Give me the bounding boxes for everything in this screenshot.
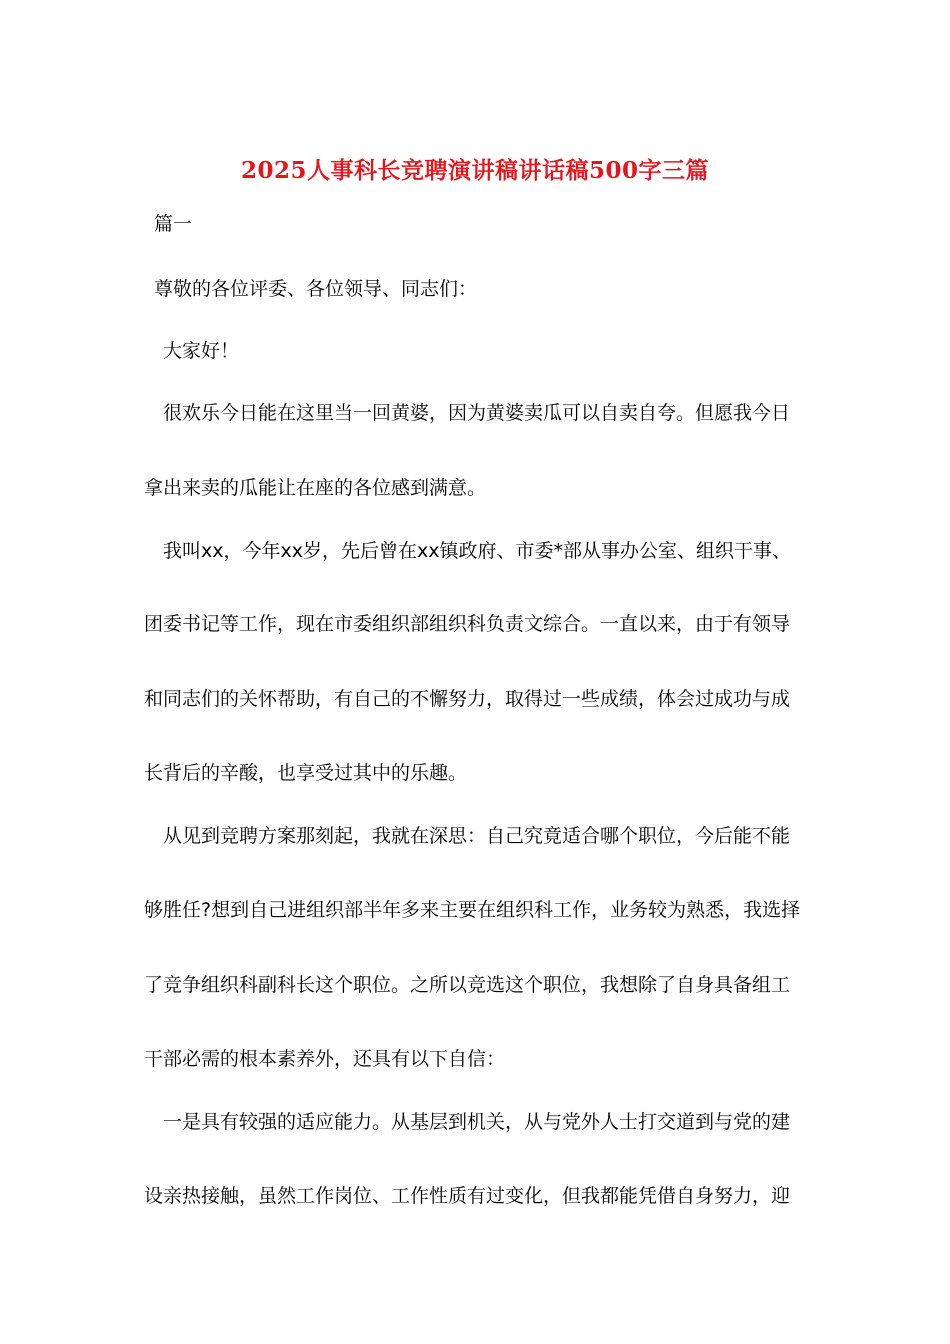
paragraph-line: 很欢乐今日能在这里当一回黄婆，因为黄婆卖瓜可以自卖自夸。但愿我今日 bbox=[163, 402, 791, 424]
paragraph-line: 我叫xx，今年xx岁，先后曾在xx镇政府、市委*部从事办公室、组织干事、 bbox=[163, 540, 791, 562]
paragraph-line: 和同志们的关怀帮助，有自己的不懈努力，取得过一些成绩，体会过成功与成 bbox=[144, 688, 791, 710]
paragraph-line: 设亲热接触，虽然工作岗位、工作性质有过变化，但我都能凭借自身努力，迎 bbox=[144, 1185, 791, 1207]
section-heading: 篇一 bbox=[154, 213, 193, 235]
paragraph-line: 干部必需的根本素养外，还具有以下自信： bbox=[144, 1048, 506, 1070]
paragraph-line: 了竞争组织科副科长这个职位。之所以竞选这个职位，我想除了自身具备组工 bbox=[144, 974, 791, 996]
paragraph-line: 长背后的辛酸，也享受过其中的乐趣。 bbox=[144, 762, 468, 784]
paragraph-line: 够胜任?想到自己进组织部半年多来主要在组织科工作，业务较为熟悉，我选择 bbox=[144, 899, 801, 921]
paragraph-line: 一是具有较强的适应能力。从基层到机关，从与党外人士打交道到与党的建 bbox=[163, 1111, 791, 1133]
document-title: 2025人事科长竞聘演讲稿讲话稿500字三篇 bbox=[240, 157, 710, 184]
greeting: 大家好！ bbox=[163, 340, 240, 362]
paragraph-line: 团委书记等工作，现在市委组织部组织科负责文综合。一直以来，由于有领导 bbox=[144, 613, 791, 635]
paragraph-line: 从见到竞聘方案那刻起，我就在深思：自己究竟适合哪个职位，今后能不能 bbox=[163, 825, 791, 847]
salutation: 尊敬的各位评委、各位领导、同志们： bbox=[154, 278, 478, 300]
paragraph-line: 拿出来卖的瓜能让在座的各位感到满意。 bbox=[144, 477, 487, 499]
